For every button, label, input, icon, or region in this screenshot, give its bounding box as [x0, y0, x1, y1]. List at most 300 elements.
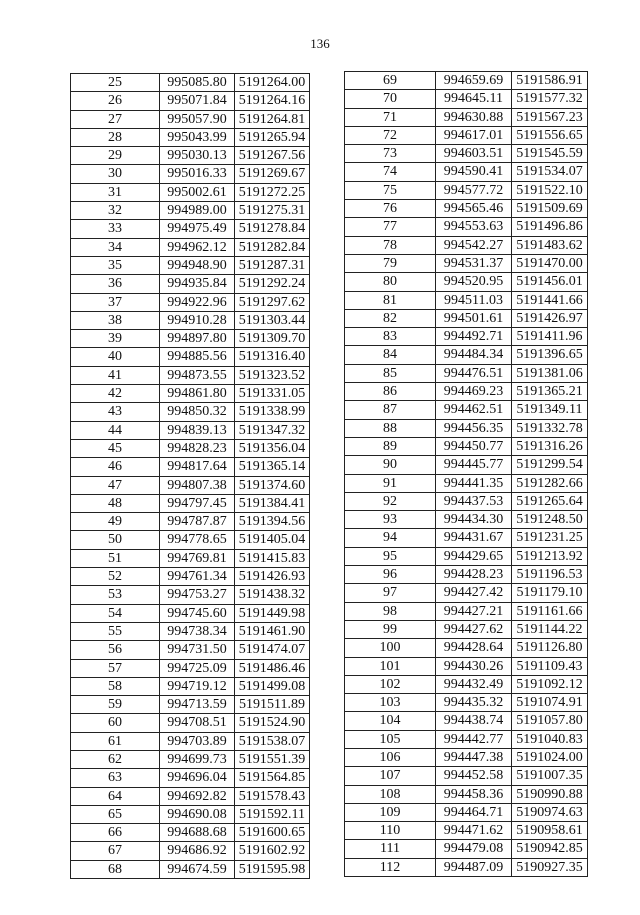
y-coordinate-cell: 5191303.44 [235, 311, 310, 329]
x-coordinate-cell: 994476.51 [436, 364, 512, 382]
point-number-cell: 80 [345, 273, 436, 291]
x-coordinate-cell: 994531.37 [436, 254, 512, 272]
y-coordinate-cell: 5191292.24 [235, 275, 310, 293]
x-coordinate-cell: 994431.67 [436, 529, 512, 547]
x-coordinate-cell: 994962.12 [160, 238, 235, 256]
y-coordinate-cell: 5191556.65 [512, 126, 588, 144]
y-coordinate-cell: 5191248.50 [512, 511, 588, 529]
table-row [71, 458, 310, 476]
table-row [345, 675, 588, 693]
table-row [345, 254, 588, 272]
x-coordinate-cell: 994989.00 [160, 202, 235, 220]
y-coordinate-cell: 5191538.07 [235, 732, 310, 750]
table-row [345, 529, 588, 547]
x-coordinate-cell: 994432.49 [436, 675, 512, 693]
table-row [71, 128, 310, 146]
x-coordinate-cell: 994692.82 [160, 787, 235, 805]
table-row [345, 309, 588, 327]
point-number-cell: 99 [345, 620, 436, 638]
x-coordinate-cell: 994577.72 [436, 181, 512, 199]
y-coordinate-cell: 5191349.11 [512, 401, 588, 419]
x-coordinate-cell: 994437.53 [436, 492, 512, 510]
point-number-cell: 26 [71, 92, 160, 110]
y-coordinate-cell: 5191265.94 [235, 128, 310, 146]
point-number-cell: 32 [71, 202, 160, 220]
point-number-cell: 28 [71, 128, 160, 146]
x-coordinate-cell: 994935.84 [160, 275, 235, 293]
point-number-cell: 48 [71, 494, 160, 512]
point-number-cell: 103 [345, 694, 436, 712]
table-row [71, 403, 310, 421]
x-coordinate-cell: 995043.99 [160, 128, 235, 146]
table-row [345, 748, 588, 766]
table-row [71, 330, 310, 348]
x-coordinate-cell: 994427.42 [436, 584, 512, 602]
table-row [345, 108, 588, 126]
point-number-cell: 69 [345, 72, 436, 90]
table-row [345, 547, 588, 565]
y-coordinate-cell: 5191567.23 [512, 108, 588, 126]
y-coordinate-cell: 5191040.83 [512, 730, 588, 748]
x-coordinate-cell: 994839.13 [160, 421, 235, 439]
y-coordinate-cell: 5191316.26 [512, 437, 588, 455]
point-number-cell: 52 [71, 568, 160, 586]
y-coordinate-cell: 5191365.14 [235, 458, 310, 476]
table-row [71, 769, 310, 787]
y-coordinate-cell: 5191365.21 [512, 383, 588, 401]
table-row [345, 72, 588, 90]
point-number-cell: 105 [345, 730, 436, 748]
x-coordinate-cell: 994520.95 [436, 273, 512, 291]
x-coordinate-cell: 994850.32 [160, 403, 235, 421]
y-coordinate-cell: 5191024.00 [512, 748, 588, 766]
point-number-cell: 88 [345, 419, 436, 437]
table-row [71, 860, 310, 878]
x-coordinate-cell: 995030.13 [160, 147, 235, 165]
x-coordinate-cell: 995057.90 [160, 110, 235, 128]
x-coordinate-cell: 994427.21 [436, 602, 512, 620]
table-row [71, 238, 310, 256]
point-number-cell: 30 [71, 165, 160, 183]
point-number-cell: 100 [345, 639, 436, 657]
y-coordinate-cell: 5191577.32 [512, 90, 588, 108]
x-coordinate-cell: 994719.12 [160, 677, 235, 695]
table-row [345, 657, 588, 675]
y-coordinate-cell: 5191347.32 [235, 421, 310, 439]
table-row [345, 200, 588, 218]
x-coordinate-cell: 994769.81 [160, 549, 235, 567]
table-row [71, 677, 310, 695]
x-coordinate-cell: 994458.36 [436, 785, 512, 803]
table-row [71, 659, 310, 677]
y-coordinate-cell: 5191496.86 [512, 218, 588, 236]
point-number-cell: 104 [345, 712, 436, 730]
table-row [71, 805, 310, 823]
y-coordinate-cell: 5191109.43 [512, 657, 588, 675]
point-number-cell: 110 [345, 822, 436, 840]
point-number-cell: 55 [71, 622, 160, 640]
point-number-cell: 67 [71, 842, 160, 860]
y-coordinate-cell: 5191438.32 [235, 586, 310, 604]
y-coordinate-cell: 5191297.62 [235, 293, 310, 311]
y-coordinate-cell: 5191074.91 [512, 694, 588, 712]
x-coordinate-cell: 994861.80 [160, 385, 235, 403]
table-row [345, 401, 588, 419]
table-row [71, 824, 310, 842]
point-number-cell: 85 [345, 364, 436, 382]
point-number-cell: 50 [71, 531, 160, 549]
table-row [71, 421, 310, 439]
table-row [345, 840, 588, 858]
table-row [71, 110, 310, 128]
point-number-cell: 61 [71, 732, 160, 750]
table-row [345, 419, 588, 437]
x-coordinate-cell: 994438.74 [436, 712, 512, 730]
point-number-cell: 79 [345, 254, 436, 272]
y-coordinate-cell: 5191595.98 [235, 860, 310, 878]
table-row [71, 275, 310, 293]
table-row [345, 474, 588, 492]
y-coordinate-cell: 5190990.88 [512, 785, 588, 803]
y-coordinate-cell: 5191509.69 [512, 200, 588, 218]
y-coordinate-cell: 5191551.39 [235, 750, 310, 768]
point-number-cell: 95 [345, 547, 436, 565]
point-number-cell: 45 [71, 439, 160, 457]
table-row [71, 549, 310, 567]
x-coordinate-cell: 994542.27 [436, 236, 512, 254]
point-number-cell: 82 [345, 309, 436, 327]
point-number-cell: 96 [345, 566, 436, 584]
y-coordinate-cell: 5191381.06 [512, 364, 588, 382]
point-number-cell: 31 [71, 183, 160, 201]
point-number-cell: 39 [71, 330, 160, 348]
table-row [71, 494, 310, 512]
x-coordinate-cell: 994725.09 [160, 659, 235, 677]
y-coordinate-cell: 5191213.92 [512, 547, 588, 565]
x-coordinate-cell: 994484.34 [436, 346, 512, 364]
coordinates-table-left [70, 73, 310, 879]
y-coordinate-cell: 5191278.84 [235, 220, 310, 238]
point-number-cell: 70 [345, 90, 436, 108]
x-coordinate-cell: 994696.04 [160, 769, 235, 787]
x-coordinate-cell: 995071.84 [160, 92, 235, 110]
table-row [345, 346, 588, 364]
y-coordinate-cell: 5191449.98 [235, 604, 310, 622]
x-coordinate-cell: 994787.87 [160, 513, 235, 531]
table-row [71, 641, 310, 659]
x-coordinate-cell: 994462.51 [436, 401, 512, 419]
table-row [71, 92, 310, 110]
x-coordinate-cell: 994479.08 [436, 840, 512, 858]
table-row [345, 803, 588, 821]
table-row [71, 311, 310, 329]
y-coordinate-cell: 5191426.93 [235, 568, 310, 586]
y-coordinate-cell: 5191267.56 [235, 147, 310, 165]
x-coordinate-cell: 995085.80 [160, 74, 235, 92]
table-row [345, 639, 588, 657]
table-row [345, 767, 588, 785]
x-coordinate-cell: 994645.11 [436, 90, 512, 108]
x-coordinate-cell: 994922.96 [160, 293, 235, 311]
point-number-cell: 89 [345, 437, 436, 455]
point-number-cell: 54 [71, 604, 160, 622]
coordinates-table-right-body [345, 72, 588, 877]
point-number-cell: 62 [71, 750, 160, 768]
x-coordinate-cell: 994511.03 [436, 291, 512, 309]
point-number-cell: 91 [345, 474, 436, 492]
y-coordinate-cell: 5191287.31 [235, 256, 310, 274]
x-coordinate-cell: 994713.59 [160, 696, 235, 714]
x-coordinate-cell: 994731.50 [160, 641, 235, 659]
y-coordinate-cell: 5191441.66 [512, 291, 588, 309]
point-number-cell: 73 [345, 145, 436, 163]
table-row [345, 236, 588, 254]
point-number-cell: 71 [345, 108, 436, 126]
point-number-cell: 106 [345, 748, 436, 766]
y-coordinate-cell: 5190958.61 [512, 822, 588, 840]
point-number-cell: 81 [345, 291, 436, 309]
y-coordinate-cell: 5191282.84 [235, 238, 310, 256]
table-row [71, 366, 310, 384]
table-row [345, 492, 588, 510]
y-coordinate-cell: 5191332.78 [512, 419, 588, 437]
x-coordinate-cell: 994910.28 [160, 311, 235, 329]
table-row [345, 858, 588, 876]
x-coordinate-cell: 994688.68 [160, 824, 235, 842]
point-number-cell: 42 [71, 385, 160, 403]
point-number-cell: 101 [345, 657, 436, 675]
x-coordinate-cell: 994699.73 [160, 750, 235, 768]
point-number-cell: 107 [345, 767, 436, 785]
x-coordinate-cell: 994975.49 [160, 220, 235, 238]
y-coordinate-cell: 5191586.91 [512, 72, 588, 90]
y-coordinate-cell: 5191374.60 [235, 476, 310, 494]
y-coordinate-cell: 5191396.65 [512, 346, 588, 364]
x-coordinate-cell: 994441.35 [436, 474, 512, 492]
point-number-cell: 37 [71, 293, 160, 311]
point-number-cell: 72 [345, 126, 436, 144]
x-coordinate-cell: 994797.45 [160, 494, 235, 512]
y-coordinate-cell: 5191483.62 [512, 236, 588, 254]
table-row [71, 256, 310, 274]
point-number-cell: 49 [71, 513, 160, 531]
point-number-cell: 75 [345, 181, 436, 199]
x-coordinate-cell: 994885.56 [160, 348, 235, 366]
point-number-cell: 43 [71, 403, 160, 421]
x-coordinate-cell: 994565.46 [436, 200, 512, 218]
point-number-cell: 97 [345, 584, 436, 602]
y-coordinate-cell: 5191426.97 [512, 309, 588, 327]
x-coordinate-cell: 994617.01 [436, 126, 512, 144]
table-row [71, 732, 310, 750]
x-coordinate-cell: 994703.89 [160, 732, 235, 750]
y-coordinate-cell: 5191269.67 [235, 165, 310, 183]
y-coordinate-cell: 5191309.70 [235, 330, 310, 348]
table-row [345, 437, 588, 455]
y-coordinate-cell: 5191092.12 [512, 675, 588, 693]
table-row [345, 163, 588, 181]
point-number-cell: 108 [345, 785, 436, 803]
x-coordinate-cell: 994428.64 [436, 639, 512, 657]
point-number-cell: 33 [71, 220, 160, 238]
x-coordinate-cell: 994708.51 [160, 714, 235, 732]
table-row [345, 273, 588, 291]
x-coordinate-cell: 994738.34 [160, 622, 235, 640]
point-number-cell: 51 [71, 549, 160, 567]
point-number-cell: 36 [71, 275, 160, 293]
x-coordinate-cell: 994501.61 [436, 309, 512, 327]
point-number-cell: 111 [345, 840, 436, 858]
point-number-cell: 40 [71, 348, 160, 366]
y-coordinate-cell: 5190942.85 [512, 840, 588, 858]
y-coordinate-cell: 5191231.25 [512, 529, 588, 547]
table-row [71, 385, 310, 403]
point-number-cell: 46 [71, 458, 160, 476]
y-coordinate-cell: 5191299.54 [512, 456, 588, 474]
table-row [345, 126, 588, 144]
table-row [345, 822, 588, 840]
table-row [71, 220, 310, 238]
y-coordinate-cell: 5191415.83 [235, 549, 310, 567]
y-coordinate-cell: 5191411.96 [512, 328, 588, 346]
table-row [345, 730, 588, 748]
point-number-cell: 77 [345, 218, 436, 236]
coordinates-table-left-body [71, 74, 310, 879]
y-coordinate-cell: 5191511.89 [235, 696, 310, 714]
y-coordinate-cell: 5191007.35 [512, 767, 588, 785]
x-coordinate-cell: 994452.58 [436, 767, 512, 785]
y-coordinate-cell: 5191592.11 [235, 805, 310, 823]
y-coordinate-cell: 5191470.00 [512, 254, 588, 272]
table-row [345, 218, 588, 236]
y-coordinate-cell: 5191564.85 [235, 769, 310, 787]
table-row [71, 439, 310, 457]
x-coordinate-cell: 994427.62 [436, 620, 512, 638]
point-number-cell: 112 [345, 858, 436, 876]
x-coordinate-cell: 994873.55 [160, 366, 235, 384]
point-number-cell: 93 [345, 511, 436, 529]
point-number-cell: 102 [345, 675, 436, 693]
point-number-cell: 41 [71, 366, 160, 384]
table-row [345, 364, 588, 382]
y-coordinate-cell: 5191331.05 [235, 385, 310, 403]
point-number-cell: 94 [345, 529, 436, 547]
x-coordinate-cell: 994659.69 [436, 72, 512, 90]
table-row [71, 202, 310, 220]
y-coordinate-cell: 5191384.41 [235, 494, 310, 512]
table-row [71, 622, 310, 640]
point-number-cell: 65 [71, 805, 160, 823]
y-coordinate-cell: 5191405.04 [235, 531, 310, 549]
x-coordinate-cell: 994447.38 [436, 748, 512, 766]
point-number-cell: 87 [345, 401, 436, 419]
table-row [71, 348, 310, 366]
point-number-cell: 86 [345, 383, 436, 401]
point-number-cell: 60 [71, 714, 160, 732]
table-row [71, 293, 310, 311]
table-row [71, 696, 310, 714]
y-coordinate-cell: 5191522.10 [512, 181, 588, 199]
coordinates-table-right [344, 71, 588, 877]
y-coordinate-cell: 5191282.66 [512, 474, 588, 492]
x-coordinate-cell: 994445.77 [436, 456, 512, 474]
point-number-cell: 27 [71, 110, 160, 128]
point-number-cell: 68 [71, 860, 160, 878]
table-row [345, 456, 588, 474]
table-row [345, 694, 588, 712]
y-coordinate-cell: 5191600.65 [235, 824, 310, 842]
x-coordinate-cell: 994897.80 [160, 330, 235, 348]
y-coordinate-cell: 5191126.80 [512, 639, 588, 657]
table-row [71, 604, 310, 622]
point-number-cell: 66 [71, 824, 160, 842]
x-coordinate-cell: 994464.71 [436, 803, 512, 821]
table-row [71, 74, 310, 92]
table-row [345, 145, 588, 163]
y-coordinate-cell: 5191474.07 [235, 641, 310, 659]
x-coordinate-cell: 994745.60 [160, 604, 235, 622]
point-number-cell: 35 [71, 256, 160, 274]
table-row [345, 584, 588, 602]
y-coordinate-cell: 5191144.22 [512, 620, 588, 638]
table-row [71, 165, 310, 183]
x-coordinate-cell: 994630.88 [436, 108, 512, 126]
x-coordinate-cell: 994603.51 [436, 145, 512, 163]
table-row [345, 291, 588, 309]
table-row [71, 147, 310, 165]
point-number-cell: 59 [71, 696, 160, 714]
x-coordinate-cell: 994807.38 [160, 476, 235, 494]
table-row [71, 714, 310, 732]
x-coordinate-cell: 994428.23 [436, 566, 512, 584]
x-coordinate-cell: 994753.27 [160, 586, 235, 604]
table-row [345, 90, 588, 108]
table-row [71, 531, 310, 549]
point-number-cell: 90 [345, 456, 436, 474]
y-coordinate-cell: 5191578.43 [235, 787, 310, 805]
point-number-cell: 29 [71, 147, 160, 165]
point-number-cell: 84 [345, 346, 436, 364]
table-row [71, 750, 310, 768]
y-coordinate-cell: 5191265.64 [512, 492, 588, 510]
y-coordinate-cell: 5191524.90 [235, 714, 310, 732]
table-row [71, 183, 310, 201]
y-coordinate-cell: 5190927.35 [512, 858, 588, 876]
y-coordinate-cell: 5191394.56 [235, 513, 310, 531]
table-row [71, 586, 310, 604]
x-coordinate-cell: 994948.90 [160, 256, 235, 274]
y-coordinate-cell: 5190974.63 [512, 803, 588, 821]
point-number-cell: 83 [345, 328, 436, 346]
x-coordinate-cell: 994469.23 [436, 383, 512, 401]
y-coordinate-cell: 5191057.80 [512, 712, 588, 730]
y-coordinate-cell: 5191499.08 [235, 677, 310, 695]
point-number-cell: 53 [71, 586, 160, 604]
point-number-cell: 63 [71, 769, 160, 787]
x-coordinate-cell: 994442.77 [436, 730, 512, 748]
point-number-cell: 78 [345, 236, 436, 254]
table-row [71, 787, 310, 805]
x-coordinate-cell: 994817.64 [160, 458, 235, 476]
x-coordinate-cell: 994828.23 [160, 439, 235, 457]
table-row [71, 513, 310, 531]
y-coordinate-cell: 5191264.81 [235, 110, 310, 128]
x-coordinate-cell: 994430.26 [436, 657, 512, 675]
table-row [71, 476, 310, 494]
y-coordinate-cell: 5191316.40 [235, 348, 310, 366]
x-coordinate-cell: 995016.33 [160, 165, 235, 183]
point-number-cell: 58 [71, 677, 160, 695]
